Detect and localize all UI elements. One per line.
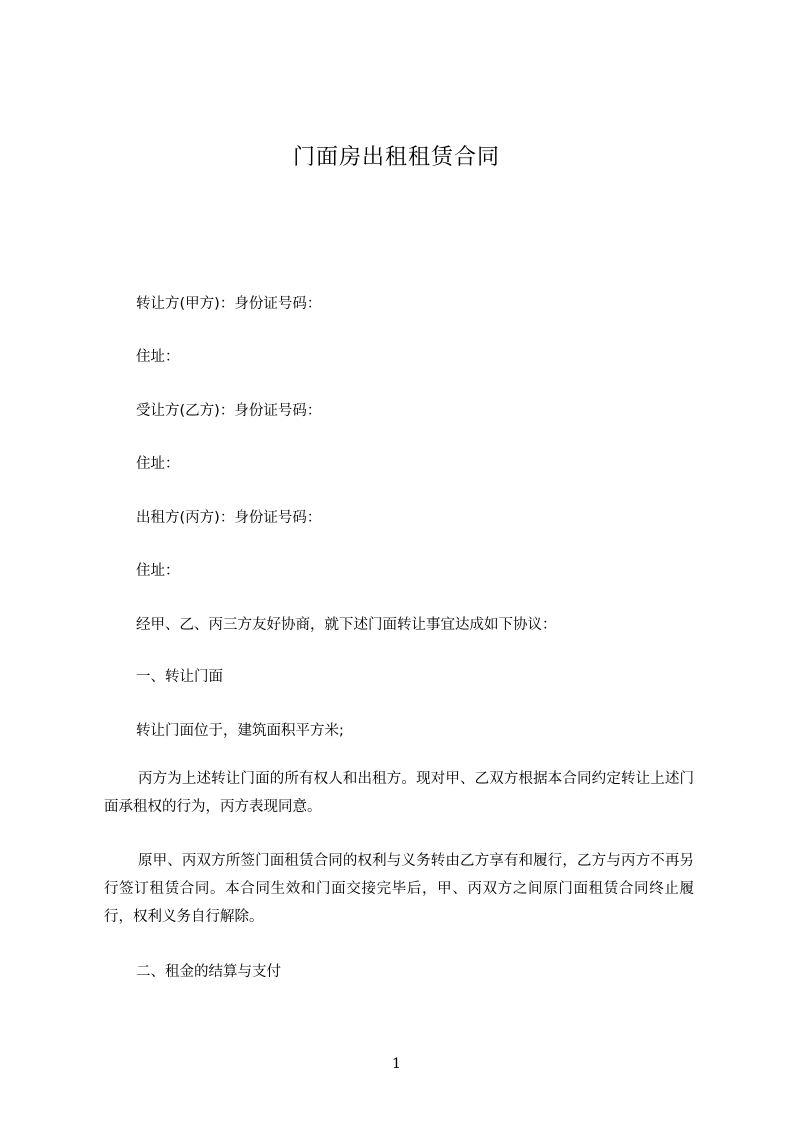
section-one-heading: 一、转让门面 bbox=[136, 669, 223, 685]
page-number: 1 bbox=[392, 1056, 401, 1072]
party-b-address: 住址： bbox=[136, 456, 180, 472]
party-c-line: 出租方(丙方)：身份证号码： bbox=[136, 510, 322, 526]
storefront-location: 转让门面位于，建筑面积平方米; bbox=[136, 723, 344, 739]
party-c-address: 住址： bbox=[136, 563, 180, 579]
party-b-line: 受让方(乙方)：身份证号码： bbox=[136, 403, 322, 419]
party-a-line: 转让方(甲方)：身份证号码： bbox=[136, 296, 322, 312]
paragraph-owner-consent: 丙方为上述转让门面的所有权人和出租方。现对甲、乙双方根据本合同约定转让上述门面承租权的行为，丙方表现同意。 bbox=[104, 771, 694, 815]
document-title: 门面房出租租赁合同 bbox=[292, 145, 500, 170]
section-two-heading: 二、租金的结算与支付 bbox=[136, 964, 281, 980]
party-a-address: 住址： bbox=[136, 349, 180, 365]
paragraph-rights-transfer: 原甲、丙双方所签门面租赁合同的权利与义务转由乙方享有和履行，乙方与丙方不再另行签订租赁合同。本合同生效和门面交接完毕后，甲、丙双方之间原门面租赁合同终止履行，权利义务自行解除。 bbox=[104, 853, 694, 925]
agreement-intro: 经甲、乙、丙三方友好协商，就下述门面转让事宜达成如下协议： bbox=[136, 617, 557, 633]
